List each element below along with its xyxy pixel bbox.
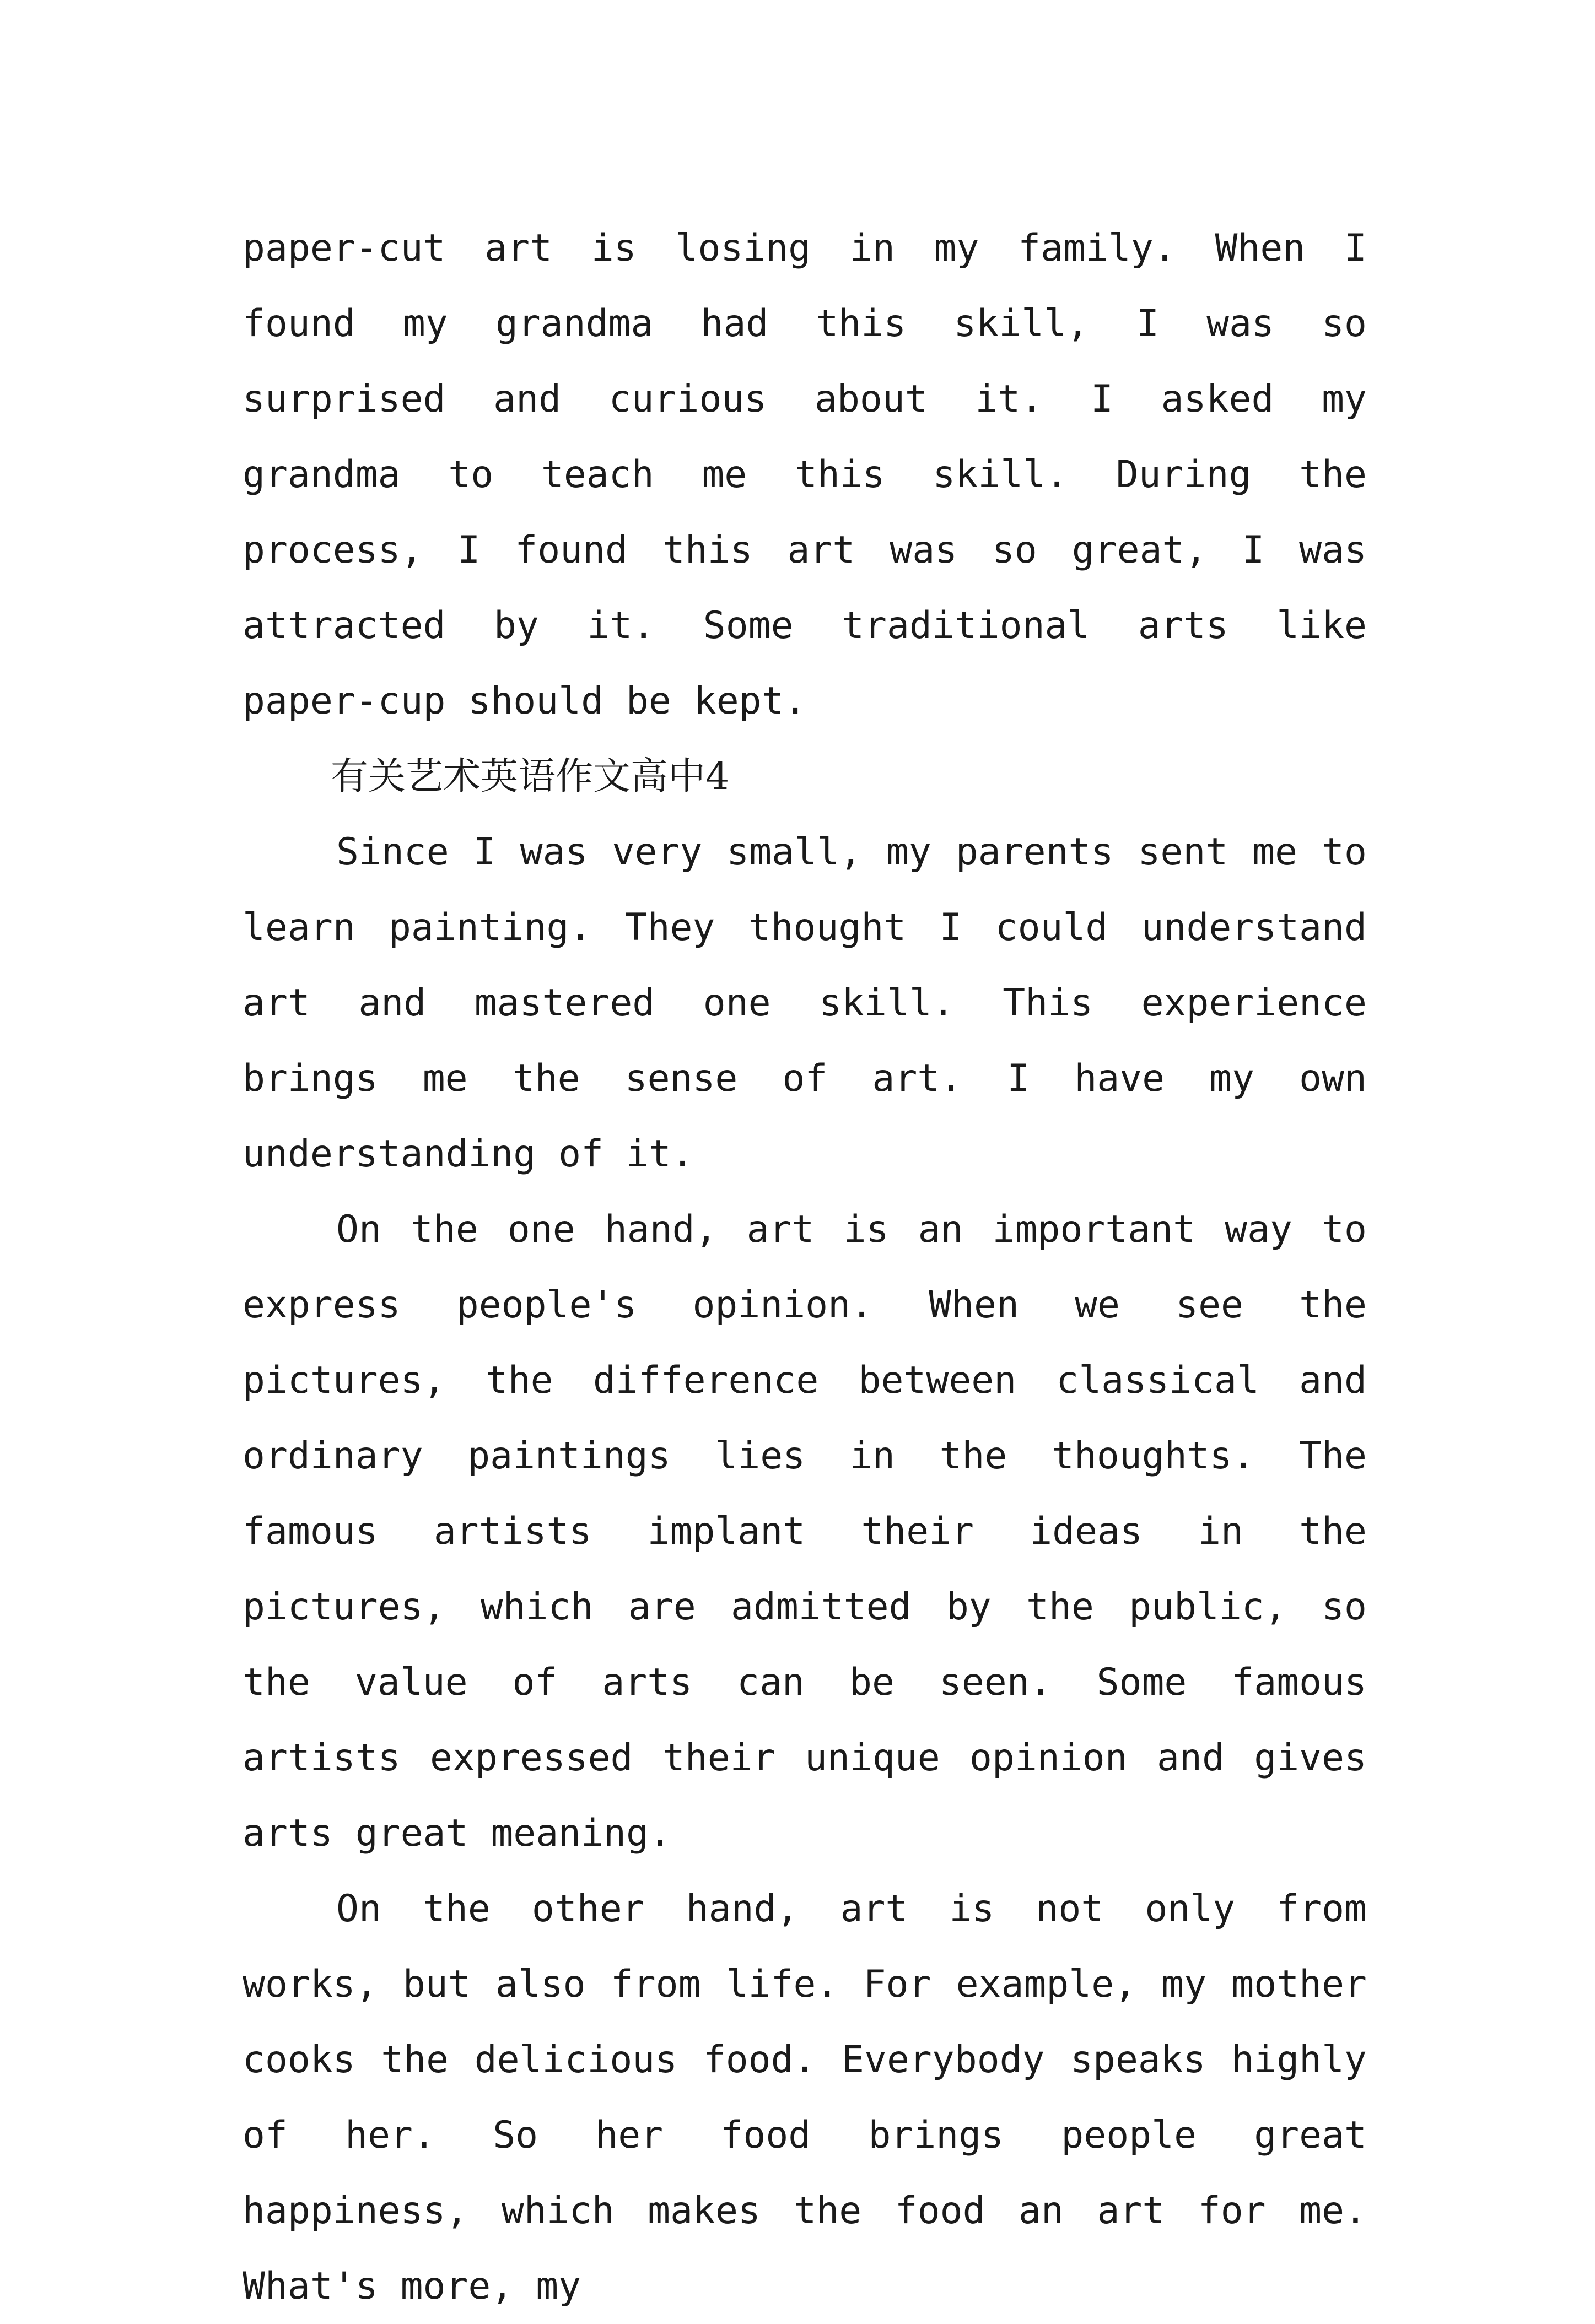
section-heading: 有关艺术英语作文高中4 bbox=[331, 755, 730, 798]
document-body bbox=[243, 210, 1367, 2324]
paragraph-continuation: paper-cut art is losing in my family. When I found my grandma had this skill, I was so surprised and curious about it. I asked my grandma to teach me this skill. During the process, I found this art was so great, I was attracted by it. Some traditional arts like paper-cup should be kept. bbox=[243, 226, 1367, 723]
paragraph-painting: Since I was very small, my parents sent me to learn painting. They thought I could understand art and mastered one skill. This experience brings me the sense of art. I have my own understanding of it. bbox=[243, 830, 1367, 1176]
paragraph-one-hand: On the one hand, art is an important way to express people's opinion. When we see the pictures, the difference between classical and ordinary paintings lies in the thoughts. The famous artists implant their ideas in the pictures, which are admitted by the public, so the value of arts can be seen. Some famous artists expressed their unique opinion and gives arts great meaning. bbox=[243, 1208, 1367, 1855]
paragraph-other-hand: On the other hand, art is not only from works, but also from life. For example, my mother cooks the delicious food. Everybody speaks highly of her. So her food brings people great happiness, which makes the food an art for me. What's more, my bbox=[243, 1887, 1367, 2308]
